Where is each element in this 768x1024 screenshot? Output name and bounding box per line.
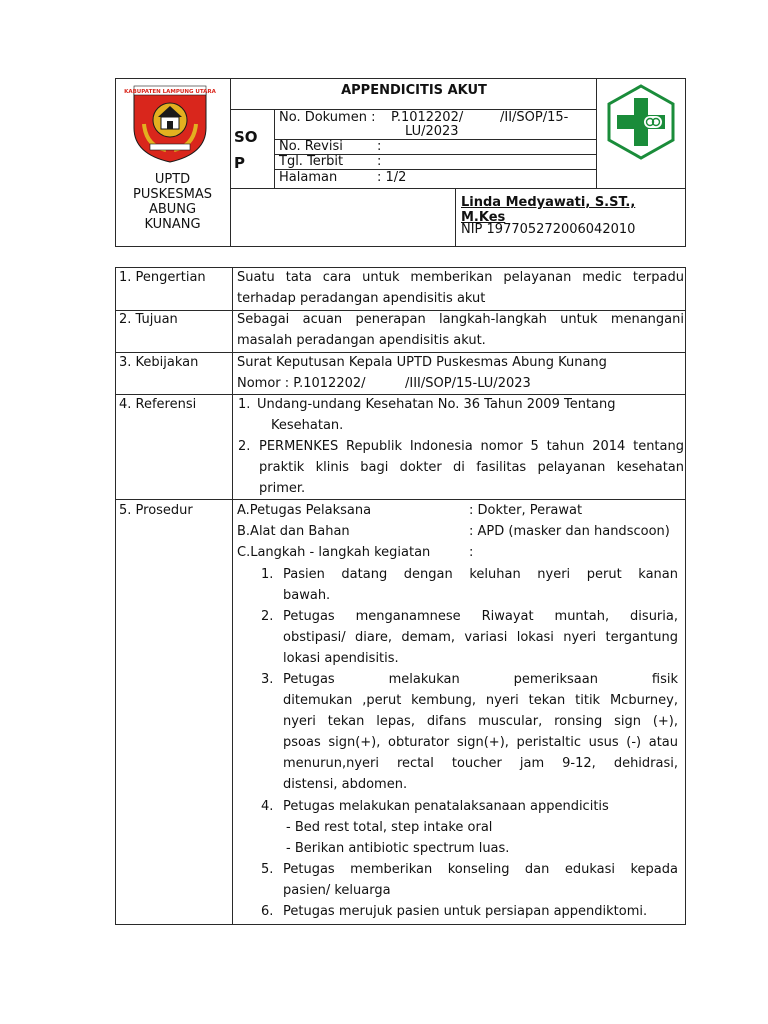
header-border-bottom	[115, 246, 686, 247]
sop-label	[234, 124, 258, 176]
header-border-right	[685, 78, 686, 247]
puskesmas-logo	[603, 84, 679, 160]
section-label-pengertian: 1. Pengertian	[119, 270, 206, 285]
sop-label-line-2: P	[234, 154, 245, 172]
body-border-left	[115, 267, 116, 925]
no-dokumen-value-1: P.1012202/	[391, 110, 464, 125]
step-3-line-1: Petugas melakukan pemeriksaan fisik	[283, 672, 678, 687]
org-line-2: PUSKESMAS	[133, 187, 212, 202]
step-6-line-1: Petugas merujuk pasien untuk persiapan appendiktomi.	[283, 904, 648, 919]
prosedur-b-value: : APD (masker dan handscoon)	[469, 524, 670, 539]
prosedur-b-label: B.Alat dan Bahan	[237, 524, 350, 539]
step-num-3: 3.	[261, 672, 274, 687]
kabupaten-logo-label: KABUPATEN LAMPUNG UTARA	[124, 89, 216, 95]
tgl-terbit-value: :	[377, 154, 382, 169]
section-label-kebijakan: 3. Kebijakan	[119, 355, 199, 370]
header-divider-logo	[230, 78, 231, 247]
organization-name	[116, 172, 229, 232]
referensi-2-line-2: praktik klinis bagi dokter di fasilitas pelayanan kesehatan	[259, 460, 684, 475]
tujuan-line-1: Sebagai acuan penerapan langkah-langkah untuk menangani	[237, 312, 684, 327]
header-sop-divider	[274, 109, 275, 188]
sop-label-line-1: SO	[234, 128, 258, 146]
halaman-label: Halaman	[279, 170, 338, 185]
step-2-line-2: obstipasi/ diare, demam, variasi lokasi nyeri tergantung	[283, 630, 678, 645]
org-line-4: KUNANG	[144, 217, 201, 232]
kebijakan-line-1: Surat Keputusan Kepala UPTD Puskesmas Abung Kunang	[237, 355, 607, 370]
header-border-top	[115, 78, 686, 79]
step-num-2: 2.	[261, 609, 274, 624]
body-border-bottom	[115, 924, 686, 925]
step-1-line-1: Pasien datang dengan keluhan nyeri perut kanan	[283, 567, 678, 582]
step-4-line-3: - Berikan antibiotic spectrum luas.	[286, 841, 510, 856]
referensi-1-line-2: Kesehatan.	[271, 418, 344, 433]
signatory-name-line-1: Linda Medyawati, S.ST.,	[461, 195, 636, 210]
header-row-line-4	[230, 188, 686, 189]
step-5-line-1: Petugas memberikan konseling dan edukasi kepada	[283, 862, 678, 877]
tujuan-line-2: masalah peradangan apendisitis akut.	[237, 333, 486, 348]
body-border-right	[685, 267, 686, 925]
body-row-line-4	[115, 499, 686, 500]
referensi-2-line-1: PERMENKES Republik Indonesia nomor 5 tahun 2014 tentang	[259, 439, 684, 454]
no-dokumen-value-2: /II/SOP/15-	[500, 110, 569, 125]
section-label-tujuan: 2. Tujuan	[119, 312, 178, 327]
pengertian-line-2: terhadap peradangan apendisitis akut	[237, 291, 486, 306]
referensi-1-line-1: Undang-undang Kesehatan No. 36 Tahun 2009 Tentang	[257, 397, 616, 412]
section-label-referensi: 4. Referensi	[119, 397, 197, 412]
referensi-num-1: 1.	[238, 397, 251, 412]
step-1-line-2: bawah.	[283, 588, 331, 603]
prosedur-a-value: : Dokter, Perawat	[469, 503, 583, 518]
step-2-line-3: lokasi apendisitis.	[283, 651, 399, 666]
tgl-terbit-label: Tgl. Terbit	[279, 154, 344, 169]
prosedur-a-label: A.Petugas Pelaksana	[237, 503, 372, 518]
header-sign-divider	[455, 188, 456, 247]
pengertian-line-1: Suatu tata cara untuk memberikan pelayanan medic terpadu	[237, 270, 684, 285]
body-col-divider	[232, 267, 233, 925]
document-title: APPENDICITIS AKUT	[341, 83, 487, 98]
referensi-2-line-3: primer.	[259, 481, 306, 496]
step-3-line-4: psoas sign(+), obturator sign(+), peristaltic usus (-) atau	[283, 735, 678, 750]
step-4-line-2: - Bed rest total, step intake oral	[286, 820, 493, 835]
prosedur-c-label: C.Langkah - langkah kegiatan	[237, 545, 431, 560]
section-label-prosedur: 5. Prosedur	[119, 503, 193, 518]
no-dokumen-label: No. Dokumen :	[279, 110, 376, 125]
step-num-6: 6.	[261, 904, 274, 919]
org-line-1: UPTD	[154, 172, 191, 187]
step-3-line-3: nyeri tekan lepas, difans muscular, ronsing sign (+),	[283, 714, 678, 729]
halaman-value: : 1/2	[377, 170, 407, 185]
referensi-num-2: 2.	[238, 439, 251, 454]
prosedur-c-value: :	[469, 545, 474, 560]
no-dokumen-value-3: LU/2023	[405, 124, 459, 139]
no-revisi-label: No. Revisi	[279, 139, 343, 154]
kabupaten-logo	[124, 84, 216, 164]
step-3-line-5: menurun,nyeri rectal toucher jam 9-12, dehidrasi,	[283, 756, 678, 771]
kebijakan-line-2a: Nomor : P.1012202/	[237, 376, 366, 391]
step-3-line-6: distensi, abdomen.	[283, 777, 408, 792]
step-num-5: 5.	[261, 862, 274, 877]
org-line-3: ABUNG	[148, 202, 197, 217]
step-2-line-1: Petugas menganamnese Riwayat muntah, disuria,	[283, 609, 678, 624]
signatory-name	[461, 195, 683, 225]
step-3-line-2: ditemukan ,perut kembung, nyeri tekan titik Mcburney,	[283, 693, 678, 708]
step-4-line-1: Petugas melakukan penatalaksanaan appendicitis	[283, 799, 609, 814]
step-5-line-2: pasien/ keluarga	[283, 883, 391, 898]
signatory-name-line-2: M.Kes	[461, 210, 506, 225]
signatory-nip: NIP 197705272006042010	[461, 222, 636, 237]
no-revisi-value: :	[377, 139, 382, 154]
step-num-4: 4.	[261, 799, 274, 814]
kebijakan-line-2b: /III/SOP/15-LU/2023	[405, 376, 531, 391]
step-num-1: 1.	[261, 567, 274, 582]
